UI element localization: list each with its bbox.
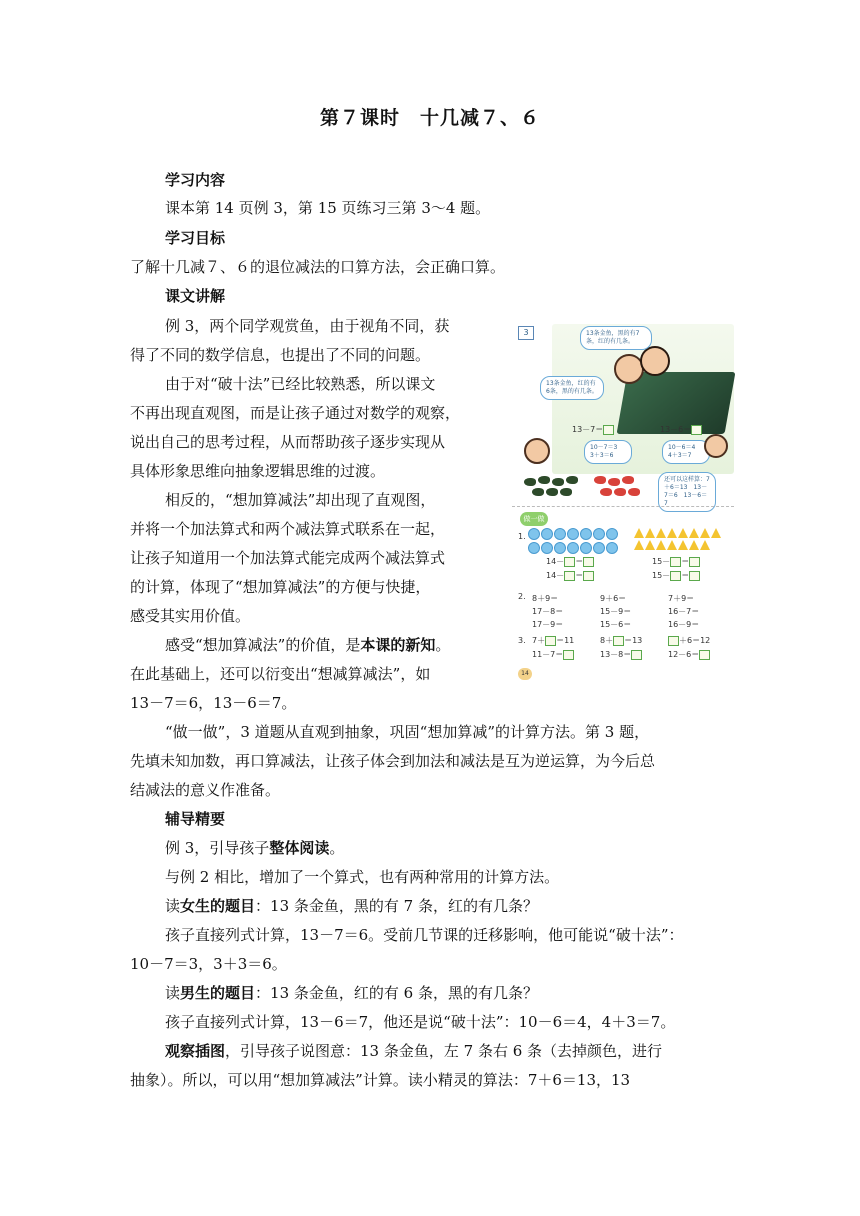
elf-tip-box: 还可以这样算：7＋6＝13 13－7＝6 13－6＝7 bbox=[658, 472, 716, 512]
triangle-row bbox=[634, 528, 722, 552]
equation-b: 13－6＝ bbox=[660, 424, 702, 435]
q3-group-c: ＋6＝12 12－6＝ bbox=[668, 636, 711, 659]
para5-line: 先填未知加数，再口算减法，让孩子体会到加法和减法是互为逆运算，为今后总 bbox=[130, 752, 656, 770]
guide-line: 与例 2 相比，增加了一个算式，也有两种常用的计算方法。 bbox=[165, 868, 560, 886]
para1-line: 例 3，两个同学观赏鱼，由于视角不同，获 bbox=[165, 317, 450, 335]
q1-equation: 14－ ＝ bbox=[546, 556, 594, 567]
textbook-page-number: 14 bbox=[518, 668, 532, 680]
para3-line: 让孩子知道用一个加法算式能完成两个减法算式 bbox=[130, 549, 446, 567]
fish-icon bbox=[532, 488, 544, 496]
q2-column-3: 7＋9＝ 16－7＝ 16－9＝ bbox=[668, 594, 700, 629]
goal-text: 了解十几减７、６的退位减法的口算方法，会正确口算。 bbox=[130, 258, 506, 276]
para3-line: 的计算，体现了“想加算减法”的方便与快捷， bbox=[130, 578, 431, 596]
fish-icon bbox=[538, 476, 550, 484]
speech-bubble-boy: 13条金鱼，红的有6条，黑的有几条。 bbox=[540, 376, 604, 400]
para3-line: 相反的，“想加算减法”却出现了直观图， bbox=[165, 491, 436, 509]
textbook-illustration bbox=[512, 320, 734, 684]
guide-line: 10－7＝3，3＋3＝6。 bbox=[130, 955, 287, 973]
heading-content: 学习内容 bbox=[165, 171, 226, 189]
heading-lecture: 课文讲解 bbox=[165, 287, 226, 305]
girl-figure bbox=[640, 346, 670, 376]
method-box-a: 10－7＝3 3＋3＝6 bbox=[584, 440, 632, 464]
method-box-b: 10－6＝4 4＋3＝7 bbox=[662, 440, 710, 464]
fish-icon bbox=[594, 476, 606, 484]
para1-line: 得了不同的数学信息，也提出了不同的问题。 bbox=[130, 346, 431, 364]
fish-icon bbox=[560, 488, 572, 496]
guide-line: 抽象）。所以，可以用“想加算减法”计算。读小精灵的算法：7＋6＝13，13 bbox=[130, 1071, 631, 1089]
q2-column-1: 8＋9＝ 17－8＝ 17－9＝ bbox=[532, 594, 564, 629]
fish-icon bbox=[608, 478, 620, 486]
para4-line: 在此基础上，还可以衍变出“想减算减法”，如 bbox=[130, 665, 431, 683]
q3-group-a: 7＋ ＝11 11－7＝ bbox=[532, 636, 575, 659]
question-number: 2. bbox=[518, 592, 526, 601]
guide-line: 观察插图，引导孩子说图意：13 条金鱼，左 7 条右 6 条（去掉颜色，进行 bbox=[165, 1042, 663, 1060]
question-number: 3. bbox=[518, 636, 526, 645]
para3-line: 并将一个加法算式和两个减法算式联系在一起， bbox=[130, 520, 446, 538]
para3-line: 感受其实用价值。 bbox=[130, 607, 251, 625]
circle-row bbox=[528, 528, 619, 556]
example-number-tag: 3 bbox=[518, 326, 534, 340]
para5-line: 结减法的意义作准备。 bbox=[130, 781, 281, 799]
para2-line: 由于对“破十法”已经比较熟悉，所以课文 bbox=[165, 375, 436, 393]
fish-icon bbox=[552, 478, 564, 486]
q1-equation: 14－ ＝ bbox=[546, 570, 594, 581]
heading-goal: 学习目标 bbox=[165, 229, 226, 247]
content-text: 课本第 14 页例 3，第 15 页练习三第 3～4 题。 bbox=[165, 199, 491, 217]
q2-column-2: 9＋6＝ 15－9＝ 15－6＝ bbox=[600, 594, 632, 629]
fish-icon bbox=[614, 488, 626, 496]
para4-line: 感受“想加算减法”的价值，是本课的新知。 bbox=[165, 636, 451, 654]
para2-line: 具体形象思维向抽象逻辑思维的过渡。 bbox=[130, 462, 386, 480]
girl-avatar bbox=[704, 434, 728, 458]
heading-guide: 辅导精要 bbox=[165, 810, 226, 828]
fish-icon bbox=[546, 488, 558, 496]
guide-line: 例 3，引导孩子整体阅读。 bbox=[165, 839, 345, 857]
para4-line: 13－7＝6，13－6＝7。 bbox=[130, 694, 297, 712]
guide-line: 读女生的题目：13 条金鱼，黑的有 7 条，红的有几条？ bbox=[165, 897, 538, 915]
fish-icon bbox=[566, 476, 578, 484]
try-it-label: 做一做 bbox=[520, 512, 548, 526]
para2-line: 不再出现直观图，而是让孩子通过对数学的观察， bbox=[130, 404, 461, 422]
fish-icon bbox=[628, 488, 640, 496]
fish-icon bbox=[600, 488, 612, 496]
fish-icon bbox=[524, 478, 536, 486]
fish-icon bbox=[622, 476, 634, 484]
bold-new-knowledge: 本课的新知 bbox=[360, 636, 436, 654]
q3-group-b: 8＋ ＝13 13－8＝ bbox=[600, 636, 643, 659]
guide-line: 孩子直接列式计算，13－6＝7，他还是说“破十法”：10－6＝4，4＋3＝7。 bbox=[165, 1013, 676, 1031]
question-number: 1. bbox=[518, 532, 526, 541]
guide-line: 孩子直接列式计算，13－7＝6。受前几节课的迁移影响，他可能说“破十法”： bbox=[165, 926, 684, 944]
para5-line: “做一做”，3 道题从直观到抽象，巩固“想加算减”的计算方法。第 3 题， bbox=[165, 723, 650, 741]
speech-bubble-girl: 13条金鱼，黑的有7条，红的有几条。 bbox=[580, 326, 652, 350]
para2-line: 说出自己的思考过程，从而帮助孩子逐步实现从 bbox=[130, 433, 446, 451]
section-divider bbox=[512, 506, 734, 507]
q1-equation: 15－ ＝ bbox=[652, 556, 700, 567]
boy-avatar bbox=[524, 438, 550, 464]
guide-line: 读男生的题目：13 条金鱼，红的有 6 条，黑的有几条？ bbox=[165, 984, 538, 1002]
lesson-title: 第７课时 十几减７、６ bbox=[319, 107, 540, 129]
q1-equation: 15－ ＝ bbox=[652, 570, 700, 581]
equation-a: 13－7＝ bbox=[572, 424, 614, 435]
